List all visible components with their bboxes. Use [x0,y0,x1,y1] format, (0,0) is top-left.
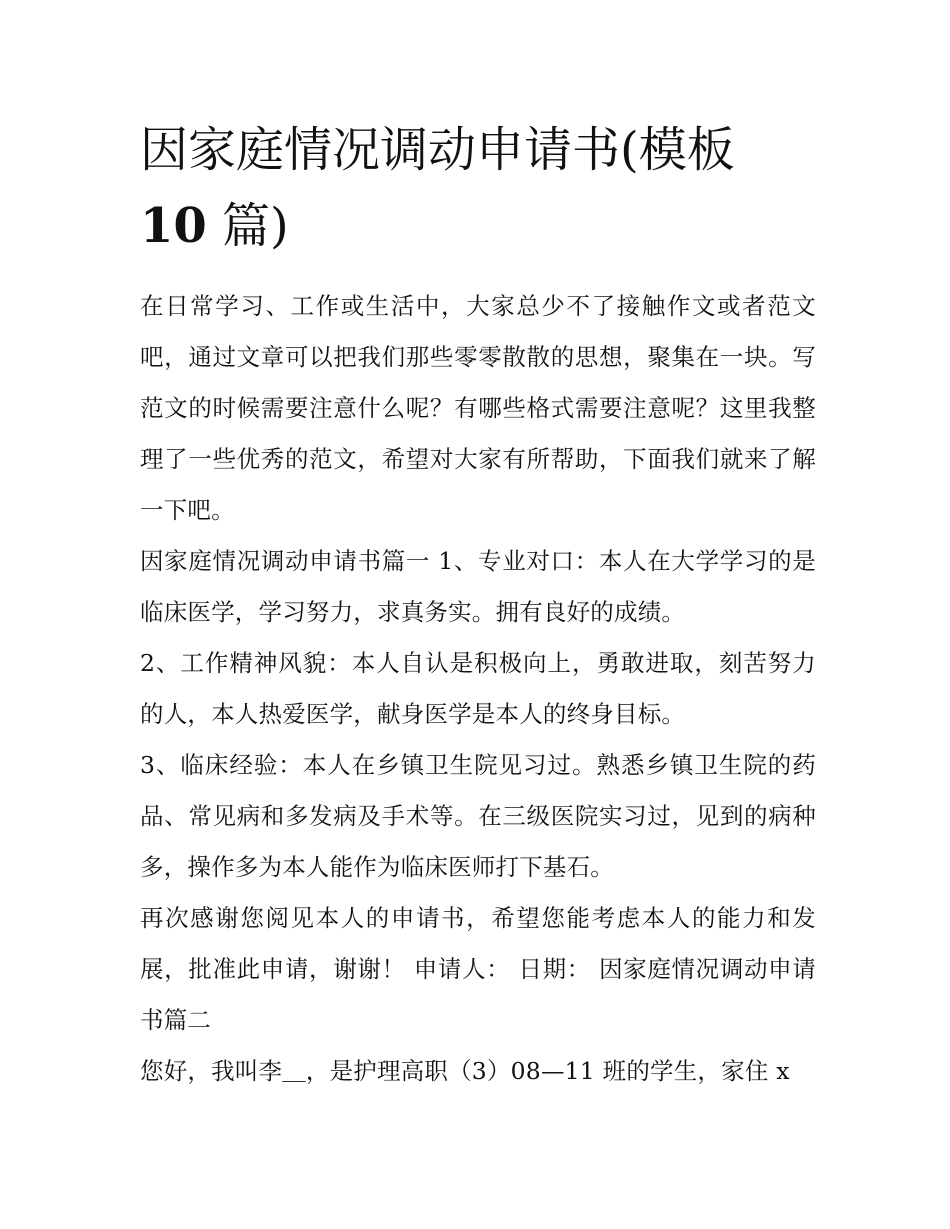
paragraph-intro: 在日常学习、工作或生活中，大家总少不了接触作文或者范文吧，通过文章可以把我们那些零零散散的思想，聚集在一块。写范文的时候需要注意什么呢？有哪些格式需要注意呢？这里我整理了一些优秀的范文，希望对大家有所帮助，下面我们就来了解一下吧。 [140,292,816,524]
paragraph-3: 3、临床经验：本人在乡镇卫生院见习过。熟悉乡镇卫生院的药品、常见病和多发病及手术等。在三级医院实习过，见到的病种多，操作多为本人能作为临床医师打下基石。 [140,751,816,881]
title-number: 10 [140,198,207,254]
document-body [140,281,816,1097]
document-content [140,112,816,1097]
title-line-2: 篇) [206,198,289,254]
title-line-1: 因家庭情况调动申请书(模板 [140,122,735,178]
paragraph-2: 2、工作精神风貌：本人自认是积极向上，勇敢进取，刻苦努力的人，本人热爱医学，献身医学是本人的终身目标。 [140,649,816,728]
paragraph-4: 再次感谢您阅见本人的申请书，希望您能考虑本人的能力和发展，批准此申请，谢谢！ 申请人： 日期： 因家庭情况调动申请书篇二 [140,904,816,1034]
document-title [140,112,816,264]
paragraph-5: 您好，我叫李＿，是护理高职（3）08—11 班的学生，家住 x [140,1057,790,1085]
paragraph-1: 因家庭情况调动申请书篇一 1、专业对口：本人在大学学习的是临床医学，学习努力，求真务实。拥有良好的成绩。 [140,547,816,626]
